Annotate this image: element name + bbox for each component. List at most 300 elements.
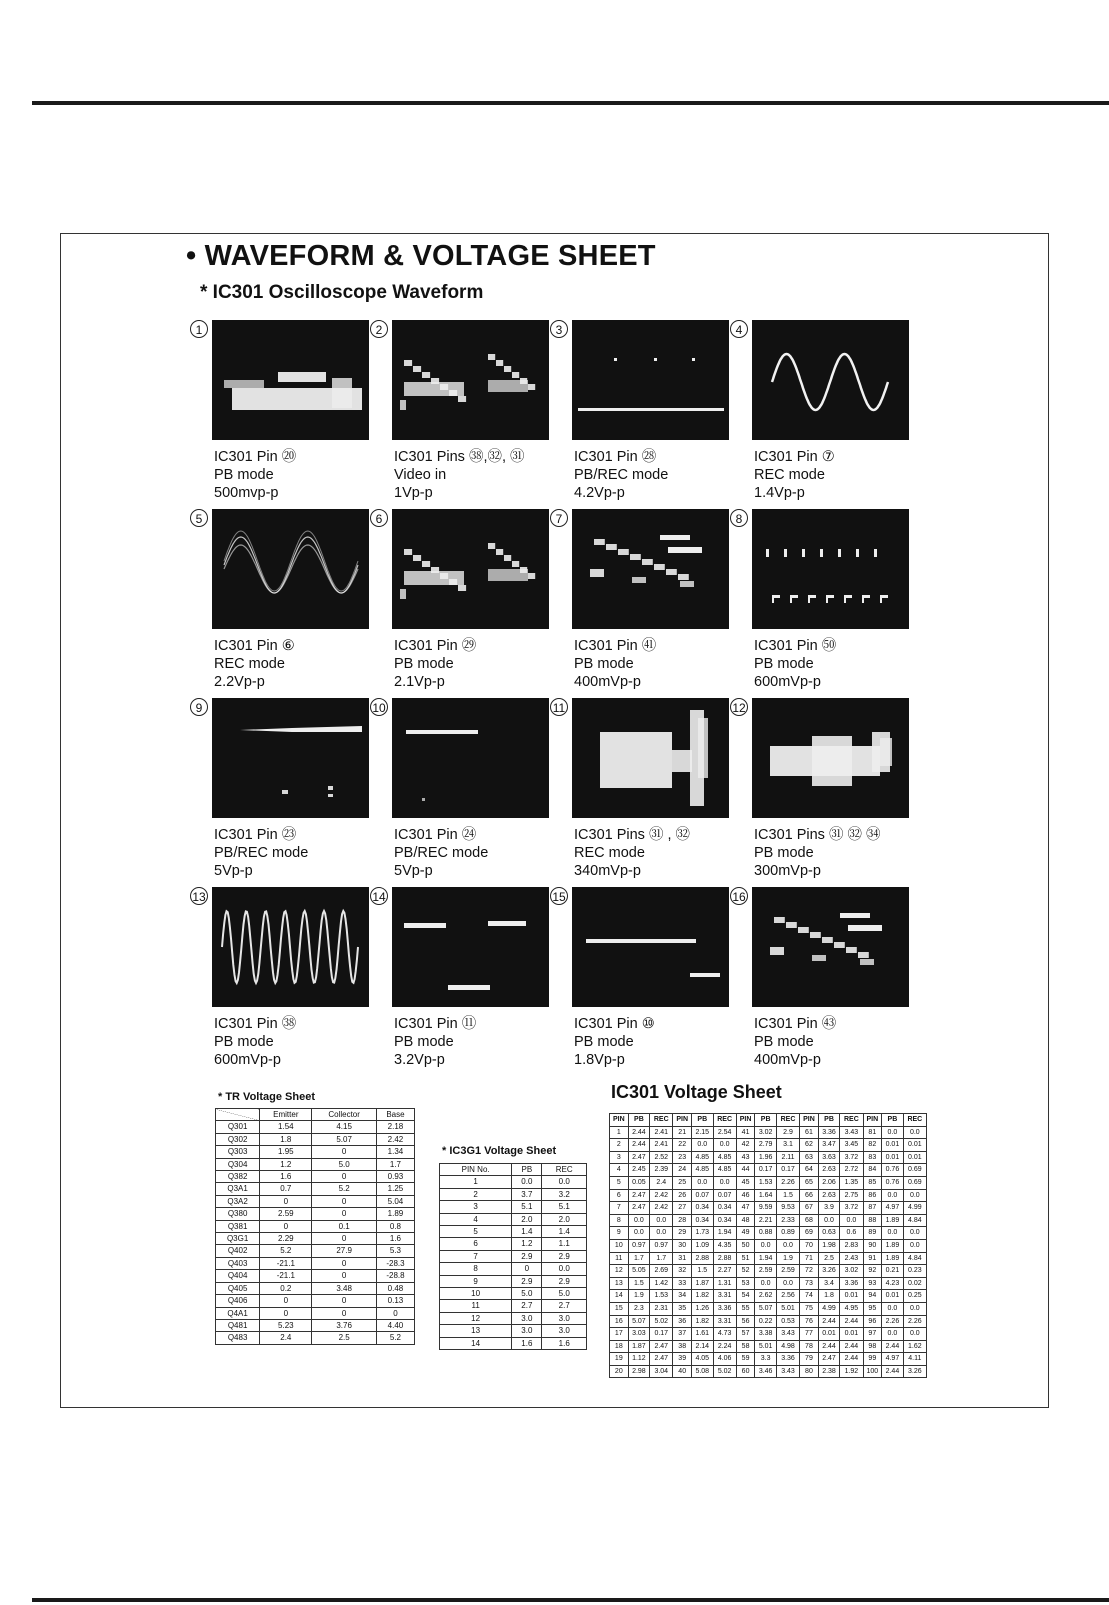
table-cell: 0.0 [903, 1239, 926, 1252]
table-cell: 55 [736, 1302, 755, 1315]
table-cell: 3.0 [512, 1325, 542, 1337]
table-row [216, 1319, 415, 1331]
table-row [216, 1220, 415, 1232]
table-cell: 10 [440, 1288, 512, 1300]
table-cell: 0.13 [376, 1295, 414, 1307]
waveform-caption [754, 637, 836, 691]
table-cell: 5.2 [260, 1245, 312, 1257]
table-row [216, 1307, 415, 1319]
table-cell: 12 [610, 1265, 629, 1278]
waveform-caption-line: IC301 Pin ㊳ [214, 1016, 297, 1032]
table-cell: 1.96 [755, 1151, 777, 1164]
table-cell: 5.05 [628, 1265, 650, 1278]
table-cell: 57 [736, 1328, 755, 1341]
table-cell: 64 [800, 1164, 819, 1177]
table-cell: 2.9 [776, 1126, 799, 1139]
table-header-cell: Collector [312, 1109, 377, 1121]
table-cell: 0.48 [376, 1282, 414, 1294]
waveform-caption [214, 637, 295, 691]
table-cell: 24 [673, 1164, 692, 1177]
table-cell: 50 [736, 1239, 755, 1252]
table-cell: 0.88 [755, 1227, 777, 1240]
waveform-caption [754, 448, 835, 502]
table-cell: 1.89 [882, 1214, 904, 1227]
waveform-caption-line: IC301 Pin ⑦ [754, 449, 835, 465]
table-cell: 32 [673, 1265, 692, 1278]
table-row [216, 1171, 415, 1183]
table-cell: 0.0 [903, 1126, 926, 1139]
table-cell: 17 [610, 1328, 629, 1341]
table-cell: 0.0 [840, 1214, 863, 1227]
table-cell: 100 [863, 1365, 882, 1378]
table-cell: 0.0 [692, 1139, 714, 1152]
table-cell: 3.76 [312, 1319, 377, 1331]
waveform-caption-line: 400mVp-p [574, 674, 641, 690]
table-cell: 3.0 [542, 1312, 587, 1324]
table-cell: 4.15 [312, 1121, 377, 1133]
waveform-caption-line: IC301 Pin ㉙ [394, 638, 477, 654]
table-cell: 3.47 [818, 1139, 840, 1152]
waveform-caption-line: PB mode [574, 656, 634, 672]
table-cell: 0.0 [542, 1176, 587, 1188]
table-cell: 6 [610, 1189, 629, 1202]
oscilloscope-trace-image [392, 698, 549, 818]
table-cell: -28.8 [376, 1270, 414, 1282]
table-row [440, 1226, 587, 1238]
table-cell: 3.36 [713, 1302, 736, 1315]
table-cell: 0.0 [882, 1126, 904, 1139]
waveform-number: 13 [190, 887, 208, 905]
table-cell: 49 [736, 1227, 755, 1240]
table-cell: 0.8 [376, 1220, 414, 1232]
table-cell: 2.9 [512, 1250, 542, 1262]
table-cell: 70 [800, 1239, 819, 1252]
waveform-panel [190, 509, 365, 694]
table-cell: 0.76 [882, 1164, 904, 1177]
table-cell: 59 [736, 1353, 755, 1366]
table-cell: 3.63 [818, 1151, 840, 1164]
table-row [610, 1214, 927, 1227]
waveform-caption-line: 2.2Vp-p [214, 674, 265, 690]
waveform-caption-line: IC301 Pin ㉘ [574, 449, 657, 465]
table-cell: 1.12 [628, 1353, 650, 1366]
table-row [610, 1315, 927, 1328]
table-cell: 35 [673, 1302, 692, 1315]
table-row [440, 1325, 587, 1337]
table-cell: 4.23 [882, 1277, 904, 1290]
table-row [610, 1151, 927, 1164]
table-cell: 86 [863, 1189, 882, 1202]
waveform-caption [574, 1015, 655, 1069]
table-cell: 4.97 [882, 1202, 904, 1215]
table-cell: Q304 [216, 1158, 260, 1170]
table-row [440, 1275, 587, 1287]
table-row [610, 1227, 927, 1240]
table-cell: 3.38 [755, 1328, 777, 1341]
table-row [216, 1133, 415, 1145]
waveform-caption-line: 600mVp-p [214, 1052, 281, 1068]
table-cell: 2.63 [818, 1164, 840, 1177]
table-cell: 2.26 [903, 1315, 926, 1328]
waveform-panel [730, 320, 905, 505]
table-cell: 5 [440, 1226, 512, 1238]
table-cell: 3.72 [840, 1202, 863, 1215]
table-cell: 3.2 [542, 1188, 587, 1200]
table-cell: 5.0 [512, 1288, 542, 1300]
tr-voltage-table [215, 1108, 415, 1345]
table-header-cell: PIN [800, 1114, 819, 1127]
table-header-cell: PB [882, 1114, 904, 1127]
table-header-cell [216, 1109, 260, 1121]
table-cell: 12 [440, 1312, 512, 1324]
waveform-caption-line: IC301 Pin ⑥ [214, 638, 295, 654]
waveform-caption-line: PB/REC mode [394, 845, 489, 861]
table-cell: 14 [610, 1290, 629, 1303]
table-cell: 1.61 [692, 1328, 714, 1341]
table-cell: 92 [863, 1265, 882, 1278]
table-cell: 4.06 [713, 1353, 736, 1366]
table-cell: Q301 [216, 1121, 260, 1133]
table-cell: 77 [800, 1328, 819, 1341]
table-cell: 41 [736, 1126, 755, 1139]
table-cell: 4.85 [713, 1151, 736, 1164]
table-cell: Q3A2 [216, 1195, 260, 1207]
waveform-number: 7 [550, 509, 568, 527]
waveform-number: 5 [190, 509, 208, 527]
table-cell: 2.44 [818, 1315, 840, 1328]
table-cell: 30 [673, 1239, 692, 1252]
table-cell: 28 [673, 1214, 692, 1227]
waveform-number: 12 [730, 698, 748, 716]
table-cell: 4.85 [713, 1164, 736, 1177]
table-cell: 5.07 [312, 1133, 377, 1145]
table-cell: 4.40 [376, 1319, 414, 1331]
table-cell: 46 [736, 1189, 755, 1202]
table-cell: 2.44 [882, 1340, 904, 1353]
table-cell: 5.0 [312, 1158, 377, 1170]
table-cell: 2.43 [840, 1252, 863, 1265]
table-header-cell: PB [628, 1114, 650, 1127]
table-cell: 0 [260, 1307, 312, 1319]
table-cell: 63 [800, 1151, 819, 1164]
table-cell: 19 [610, 1353, 629, 1366]
table-cell: -21.1 [260, 1270, 312, 1282]
table-cell: 0.07 [713, 1189, 736, 1202]
table-cell: 2.33 [776, 1214, 799, 1227]
table-cell: 2.47 [628, 1151, 650, 1164]
waveform-panel [550, 887, 725, 1072]
waveform-caption-line: 4.2Vp-p [574, 485, 625, 501]
table-cell: 1 [610, 1126, 629, 1139]
table-cell: 0.0 [882, 1189, 904, 1202]
table-header-row [610, 1114, 927, 1127]
table-cell: 60 [736, 1365, 755, 1378]
waveform-caption-line: IC301 Pins ㊳,㉜, ㉛ [394, 449, 525, 465]
table-cell: 4.85 [692, 1164, 714, 1177]
oscilloscope-trace-image [212, 887, 369, 1007]
table-cell: 58 [736, 1340, 755, 1353]
table-cell: 1.25 [376, 1183, 414, 1195]
oscilloscope-trace-image [212, 509, 369, 629]
table-cell: 5 [610, 1176, 629, 1189]
table-cell: 65 [800, 1176, 819, 1189]
table-cell: 0 [512, 1263, 542, 1275]
table-cell: 0.23 [903, 1265, 926, 1278]
table-cell: 7 [440, 1250, 512, 1262]
table-cell: 0 [312, 1270, 377, 1282]
table-row [216, 1245, 415, 1257]
table-cell: 2.98 [628, 1365, 650, 1378]
oscilloscope-trace-image [212, 320, 369, 440]
table-cell: 0 [260, 1220, 312, 1232]
table-cell: 0.89 [776, 1227, 799, 1240]
table-cell: 2.26 [776, 1176, 799, 1189]
table-row [610, 1202, 927, 1215]
waveform-caption-line: PB/REC mode [574, 467, 669, 483]
table-cell: 0.76 [882, 1176, 904, 1189]
table-cell: Q4A1 [216, 1307, 260, 1319]
table-cell: 2.38 [818, 1365, 840, 1378]
table-cell: 76 [800, 1315, 819, 1328]
table-cell: 2.9 [542, 1250, 587, 1262]
table-cell: 1.6 [542, 1337, 587, 1349]
table-cell: 5.07 [755, 1302, 777, 1315]
waveform-caption-line: IC301 Pins ㉛ ㉜ ㉞ [754, 827, 881, 843]
table-cell: 2.47 [650, 1340, 673, 1353]
table-cell: Q381 [216, 1220, 260, 1232]
table-row [440, 1238, 587, 1250]
table-cell: 0.34 [713, 1214, 736, 1227]
table-cell: 0.34 [713, 1202, 736, 1215]
waveform-caption [754, 826, 881, 880]
table-cell: 0.0 [882, 1227, 904, 1240]
waveform-caption [394, 448, 525, 502]
waveform-caption-line: REC mode [214, 656, 285, 672]
table-cell: 47 [736, 1202, 755, 1215]
table-cell: 5.02 [650, 1315, 673, 1328]
table-cell: 1.34 [376, 1146, 414, 1158]
table-cell: Q404 [216, 1270, 260, 1282]
waveform-panel [730, 698, 905, 883]
table-cell: 79 [800, 1353, 819, 1366]
table-cell: 1.1 [542, 1238, 587, 1250]
table-cell: 33 [673, 1277, 692, 1290]
table-cell: 0.34 [692, 1202, 714, 1215]
table-cell: 0.21 [882, 1265, 904, 1278]
table-cell: 3.46 [755, 1365, 777, 1378]
waveform-panel [190, 320, 365, 505]
waveform-caption-line: IC301 Pin ㉔ [394, 827, 477, 843]
table-cell: 91 [863, 1252, 882, 1265]
table-header-cell: PIN [736, 1114, 755, 1127]
table-cell: 2.45 [628, 1164, 650, 1177]
waveform-caption-line: 600mVp-p [754, 674, 821, 690]
table-cell: 0.01 [840, 1328, 863, 1341]
table-cell: 2.9 [512, 1275, 542, 1287]
waveform-caption-line: 1.4Vp-p [754, 485, 805, 501]
table-cell: 72 [800, 1265, 819, 1278]
table-row [216, 1332, 415, 1344]
table-cell: 0.17 [650, 1328, 673, 1341]
table-cell: 4 [440, 1213, 512, 1225]
table-cell: 0.0 [903, 1189, 926, 1202]
table-cell: 0 [260, 1295, 312, 1307]
table-cell: 37 [673, 1328, 692, 1341]
table-header-cell: PIN No. [440, 1164, 512, 1176]
table-cell: 0.69 [903, 1164, 926, 1177]
waveform-panel [550, 320, 725, 505]
table-cell: 2.62 [755, 1290, 777, 1303]
table-cell: 5.0 [542, 1288, 587, 1300]
table-cell: 4.73 [713, 1328, 736, 1341]
table-header-cell: Emitter [260, 1109, 312, 1121]
table-cell: 1.54 [260, 1121, 312, 1133]
table-cell: 9 [610, 1227, 629, 1240]
table-cell: 3.02 [840, 1265, 863, 1278]
table-cell: 5.3 [376, 1245, 414, 1257]
waveform-caption [754, 1015, 836, 1069]
table-cell: 1.82 [692, 1315, 714, 1328]
table-cell: 1.42 [650, 1277, 673, 1290]
table-cell: 0.0 [650, 1214, 673, 1227]
table-row [440, 1337, 587, 1349]
table-cell: 4 [610, 1164, 629, 1177]
waveform-panel [550, 698, 725, 883]
table-cell: 0 [312, 1208, 377, 1220]
table-cell: 3.26 [818, 1265, 840, 1278]
table-cell: 0.05 [628, 1176, 650, 1189]
table-cell: 71 [800, 1252, 819, 1265]
table-cell: 4.11 [903, 1353, 926, 1366]
table-cell: 0.01 [903, 1151, 926, 1164]
waveform-number: 3 [550, 320, 568, 338]
table-cell: 0 [312, 1233, 377, 1245]
top-rule [32, 101, 1109, 105]
table-cell: 0.01 [882, 1151, 904, 1164]
waveform-caption-line: 340mVp-p [574, 863, 641, 879]
table-cell: 3.26 [903, 1365, 926, 1378]
table-row [440, 1176, 587, 1188]
table-header-cell: REC [776, 1114, 799, 1127]
table-cell: 53 [736, 1277, 755, 1290]
table-cell: 2.39 [650, 1164, 673, 1177]
table-cell: 0.0 [650, 1227, 673, 1240]
table-row [610, 1252, 927, 1265]
table-cell: 68 [800, 1214, 819, 1227]
table-cell: 2.59 [260, 1208, 312, 1220]
table-header-cell: REC [542, 1164, 587, 1176]
table-cell: 39 [673, 1353, 692, 1366]
table-cell: 1.95 [260, 1146, 312, 1158]
table-cell: 0.2 [260, 1282, 312, 1294]
table-row [610, 1365, 927, 1378]
table-cell: 14 [440, 1337, 512, 1349]
waveform-panel [370, 509, 545, 694]
oscilloscope-trace-image [572, 320, 729, 440]
table-cell: 0.0 [628, 1214, 650, 1227]
table-cell: 4.99 [818, 1302, 840, 1315]
table-cell: 67 [800, 1202, 819, 1215]
table-cell: 2.44 [628, 1139, 650, 1152]
table-cell: 18 [610, 1340, 629, 1353]
table-cell: 5.2 [376, 1332, 414, 1344]
table-header-cell: PB [512, 1164, 542, 1176]
table-cell: 1.35 [840, 1176, 863, 1189]
waveform-number: 4 [730, 320, 748, 338]
table-cell: Q303 [216, 1146, 260, 1158]
table-cell: 1.9 [628, 1290, 650, 1303]
waveform-panel [730, 509, 905, 694]
table-cell: 5.23 [260, 1319, 312, 1331]
waveform-caption-line: IC301 Pin ㊸ [754, 1016, 837, 1032]
waveform-caption-line: PB/REC mode [214, 845, 309, 861]
table-row [216, 1183, 415, 1195]
table-row [216, 1295, 415, 1307]
table-cell: 2.24 [713, 1340, 736, 1353]
table-cell: 2.4 [650, 1176, 673, 1189]
table-cell: 4.99 [903, 1202, 926, 1215]
waveform-panel [370, 698, 545, 883]
table-cell: 89 [863, 1227, 882, 1240]
table-cell: 3.45 [840, 1139, 863, 1152]
table-cell: 1.94 [755, 1252, 777, 1265]
waveform-caption [394, 826, 488, 880]
table-cell: 2.54 [713, 1126, 736, 1139]
table-row [440, 1263, 587, 1275]
table-cell: 2.79 [755, 1139, 777, 1152]
table-cell: 0.17 [776, 1164, 799, 1177]
table-cell: 44 [736, 1164, 755, 1177]
waveform-number: 2 [370, 320, 388, 338]
table-row [610, 1139, 927, 1152]
table-cell: 1.31 [713, 1277, 736, 1290]
table-cell: 5.1 [542, 1201, 587, 1213]
table-cell: 2.5 [312, 1332, 377, 1344]
table-cell: 3.0 [512, 1312, 542, 1324]
table-cell: 0.17 [755, 1164, 777, 1177]
table-row [610, 1353, 927, 1366]
table-cell: 16 [610, 1315, 629, 1328]
table-cell: 27.9 [312, 1245, 377, 1257]
oscilloscope-trace-image [392, 320, 549, 440]
waveform-panel [370, 320, 545, 505]
table-row [610, 1164, 927, 1177]
table-cell: 13 [440, 1325, 512, 1337]
table-cell: 1.5 [776, 1189, 799, 1202]
table-cell: 2.42 [650, 1202, 673, 1215]
table-cell: 4.05 [692, 1353, 714, 1366]
table-cell: 5.07 [628, 1315, 650, 1328]
table-cell: 29 [673, 1227, 692, 1240]
waveform-caption-line: PB mode [574, 1034, 634, 1050]
table-header-cell: PB [818, 1114, 840, 1127]
table-cell: 2.41 [650, 1126, 673, 1139]
waveform-caption [214, 448, 296, 502]
table-cell: 3.04 [650, 1365, 673, 1378]
table-cell: 0 [376, 1307, 414, 1319]
table-cell: 4.84 [903, 1214, 926, 1227]
table-cell: 2.7 [542, 1300, 587, 1312]
table-cell: Q402 [216, 1245, 260, 1257]
table-cell: 93 [863, 1277, 882, 1290]
table-cell: 95 [863, 1302, 882, 1315]
table-cell: 82 [863, 1139, 882, 1152]
table-cell: 1.2 [260, 1158, 312, 1170]
table-cell: 4.97 [882, 1353, 904, 1366]
waveform-caption-line: PB mode [394, 656, 454, 672]
table-cell: 0.93 [376, 1171, 414, 1183]
table-row [440, 1201, 587, 1213]
